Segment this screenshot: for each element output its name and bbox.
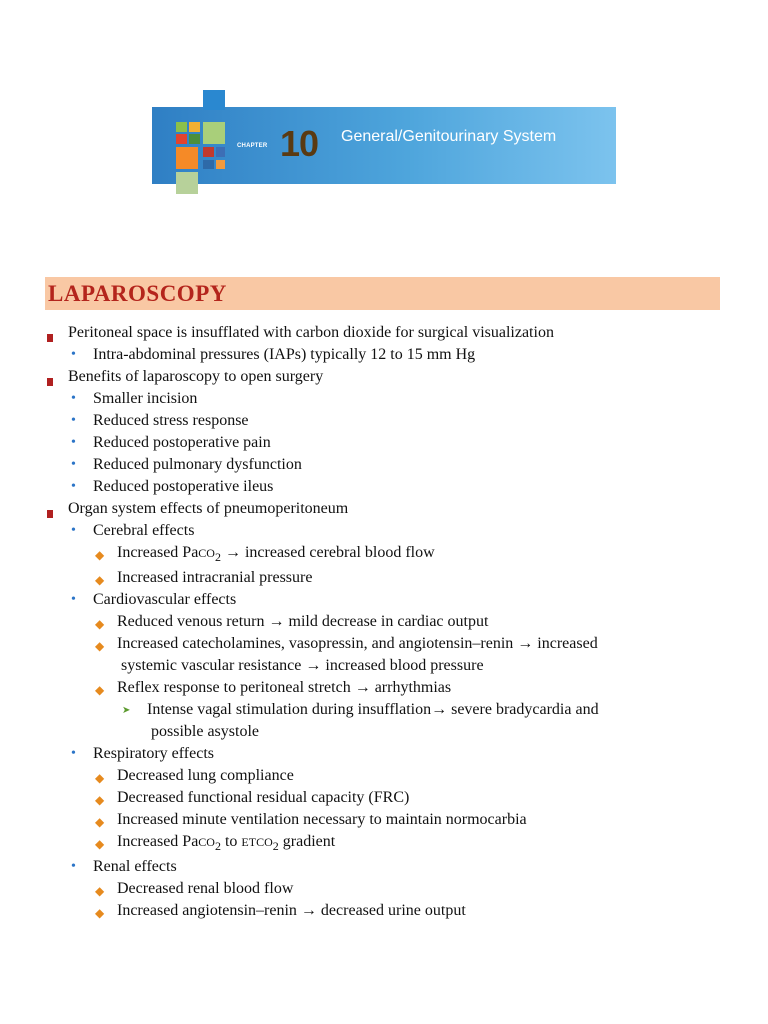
orange-diamond-bullet-icon: ◆ — [95, 815, 105, 829]
blue-dot-bullet-icon: • — [71, 391, 76, 406]
orange-diamond-bullet-icon: ◆ — [95, 573, 105, 587]
list-item: • Reduced stress response — [45, 410, 735, 432]
blue-dot-bullet-icon: • — [71, 523, 76, 538]
orange-diamond-bullet-icon: ◆ — [95, 548, 105, 562]
chapter-label: CHAPTER — [237, 143, 268, 149]
list-item: Organ system effects of pneumoperitoneum — [45, 498, 735, 520]
list-item: Peritoneal space is insufflated with carbon dioxide for surgical visualization — [45, 322, 735, 344]
list-item: • Smaller incision — [45, 388, 735, 410]
list-item: • Renal effects — [45, 856, 735, 878]
list-item: ◆ Increased catecholamines, vasopressin, and angiotensin–renin → increased systemic vascular resistance → increased blood pressure — [95, 635, 598, 674]
list-item: ◆ Decreased functional residual capacity (FRC) — [45, 787, 735, 809]
content-list — [45, 322, 735, 922]
blue-dot-bullet-icon: • — [71, 479, 76, 494]
orange-diamond-bullet-icon: ◆ — [95, 617, 105, 631]
list-item: ◆ Decreased renal blood flow — [45, 878, 735, 900]
blue-dot-bullet-icon: • — [71, 413, 76, 428]
list-item: • Reduced pulmonary dysfunction — [45, 454, 735, 476]
list-item: ◆ Increased intracranial pressure — [45, 567, 735, 589]
orange-diamond-bullet-icon: ◆ — [95, 837, 105, 851]
red-square-bullet-icon — [47, 510, 53, 518]
orange-diamond-bullet-icon: ◆ — [95, 884, 105, 898]
list-item: • Intra-abdominal pressures (IAPs) typically 12 to 15 mm Hg — [45, 344, 735, 366]
blue-dot-bullet-icon: • — [71, 457, 76, 472]
list-item: ➤ Intense vagal stimulation during insufflation→ severe bradycardia and possible asystole — [122, 701, 599, 740]
blue-dot-bullet-icon: • — [71, 592, 76, 607]
blue-dot-bullet-icon: • — [71, 859, 76, 874]
list-item: • Cardiovascular effects — [45, 589, 735, 611]
list-item: ◆ Increased PaCO$_2$ → increased cerebral blood flow — [95, 544, 435, 564]
list-item: ◆ Increased angiotensin–renin → decreased urine output — [45, 900, 735, 922]
orange-diamond-bullet-icon: ◆ — [95, 906, 105, 920]
list-item: ◆ Reduced venous return → mild decrease in cardiac output — [45, 611, 735, 633]
list-item: ◆ Reflex response to peritoneal stretch → arrhythmias — [45, 677, 735, 699]
section-header — [45, 277, 720, 310]
list-item: • Reduced postoperative pain — [45, 432, 735, 454]
red-square-bullet-icon — [47, 334, 53, 342]
chapter-number: 10 — [280, 123, 319, 164]
list-item: Benefits of laparoscopy to open surgery — [45, 366, 735, 388]
list-item: ◆ Increased PaCO$_2$ to $ETCO_2$ gradient — [95, 833, 336, 853]
orange-diamond-bullet-icon: ◆ — [95, 793, 105, 807]
red-square-bullet-icon — [47, 378, 53, 386]
list-item: • Cerebral effects — [45, 520, 735, 542]
list-item: ◆ Increased minute ventilation necessary to maintain normocarbia — [45, 809, 735, 831]
blue-dot-bullet-icon: • — [71, 746, 76, 761]
green-arrow-bullet-icon: ➤ — [122, 705, 131, 716]
list-item: • Respiratory effects — [45, 743, 735, 765]
blue-dot-bullet-icon: • — [71, 435, 76, 450]
chapter-title: General/Genitourinary System — [341, 128, 557, 145]
orange-diamond-bullet-icon: ◆ — [95, 771, 105, 785]
list-item: • Reduced postoperative ileus — [45, 476, 735, 498]
blue-dot-bullet-icon: • — [71, 347, 76, 362]
orange-diamond-bullet-icon: ◆ — [95, 639, 105, 653]
section-title: LAPAROSCOPY — [48, 281, 227, 306]
orange-diamond-bullet-icon: ◆ — [95, 683, 105, 697]
list-item: ◆ Decreased lung compliance — [45, 765, 735, 787]
